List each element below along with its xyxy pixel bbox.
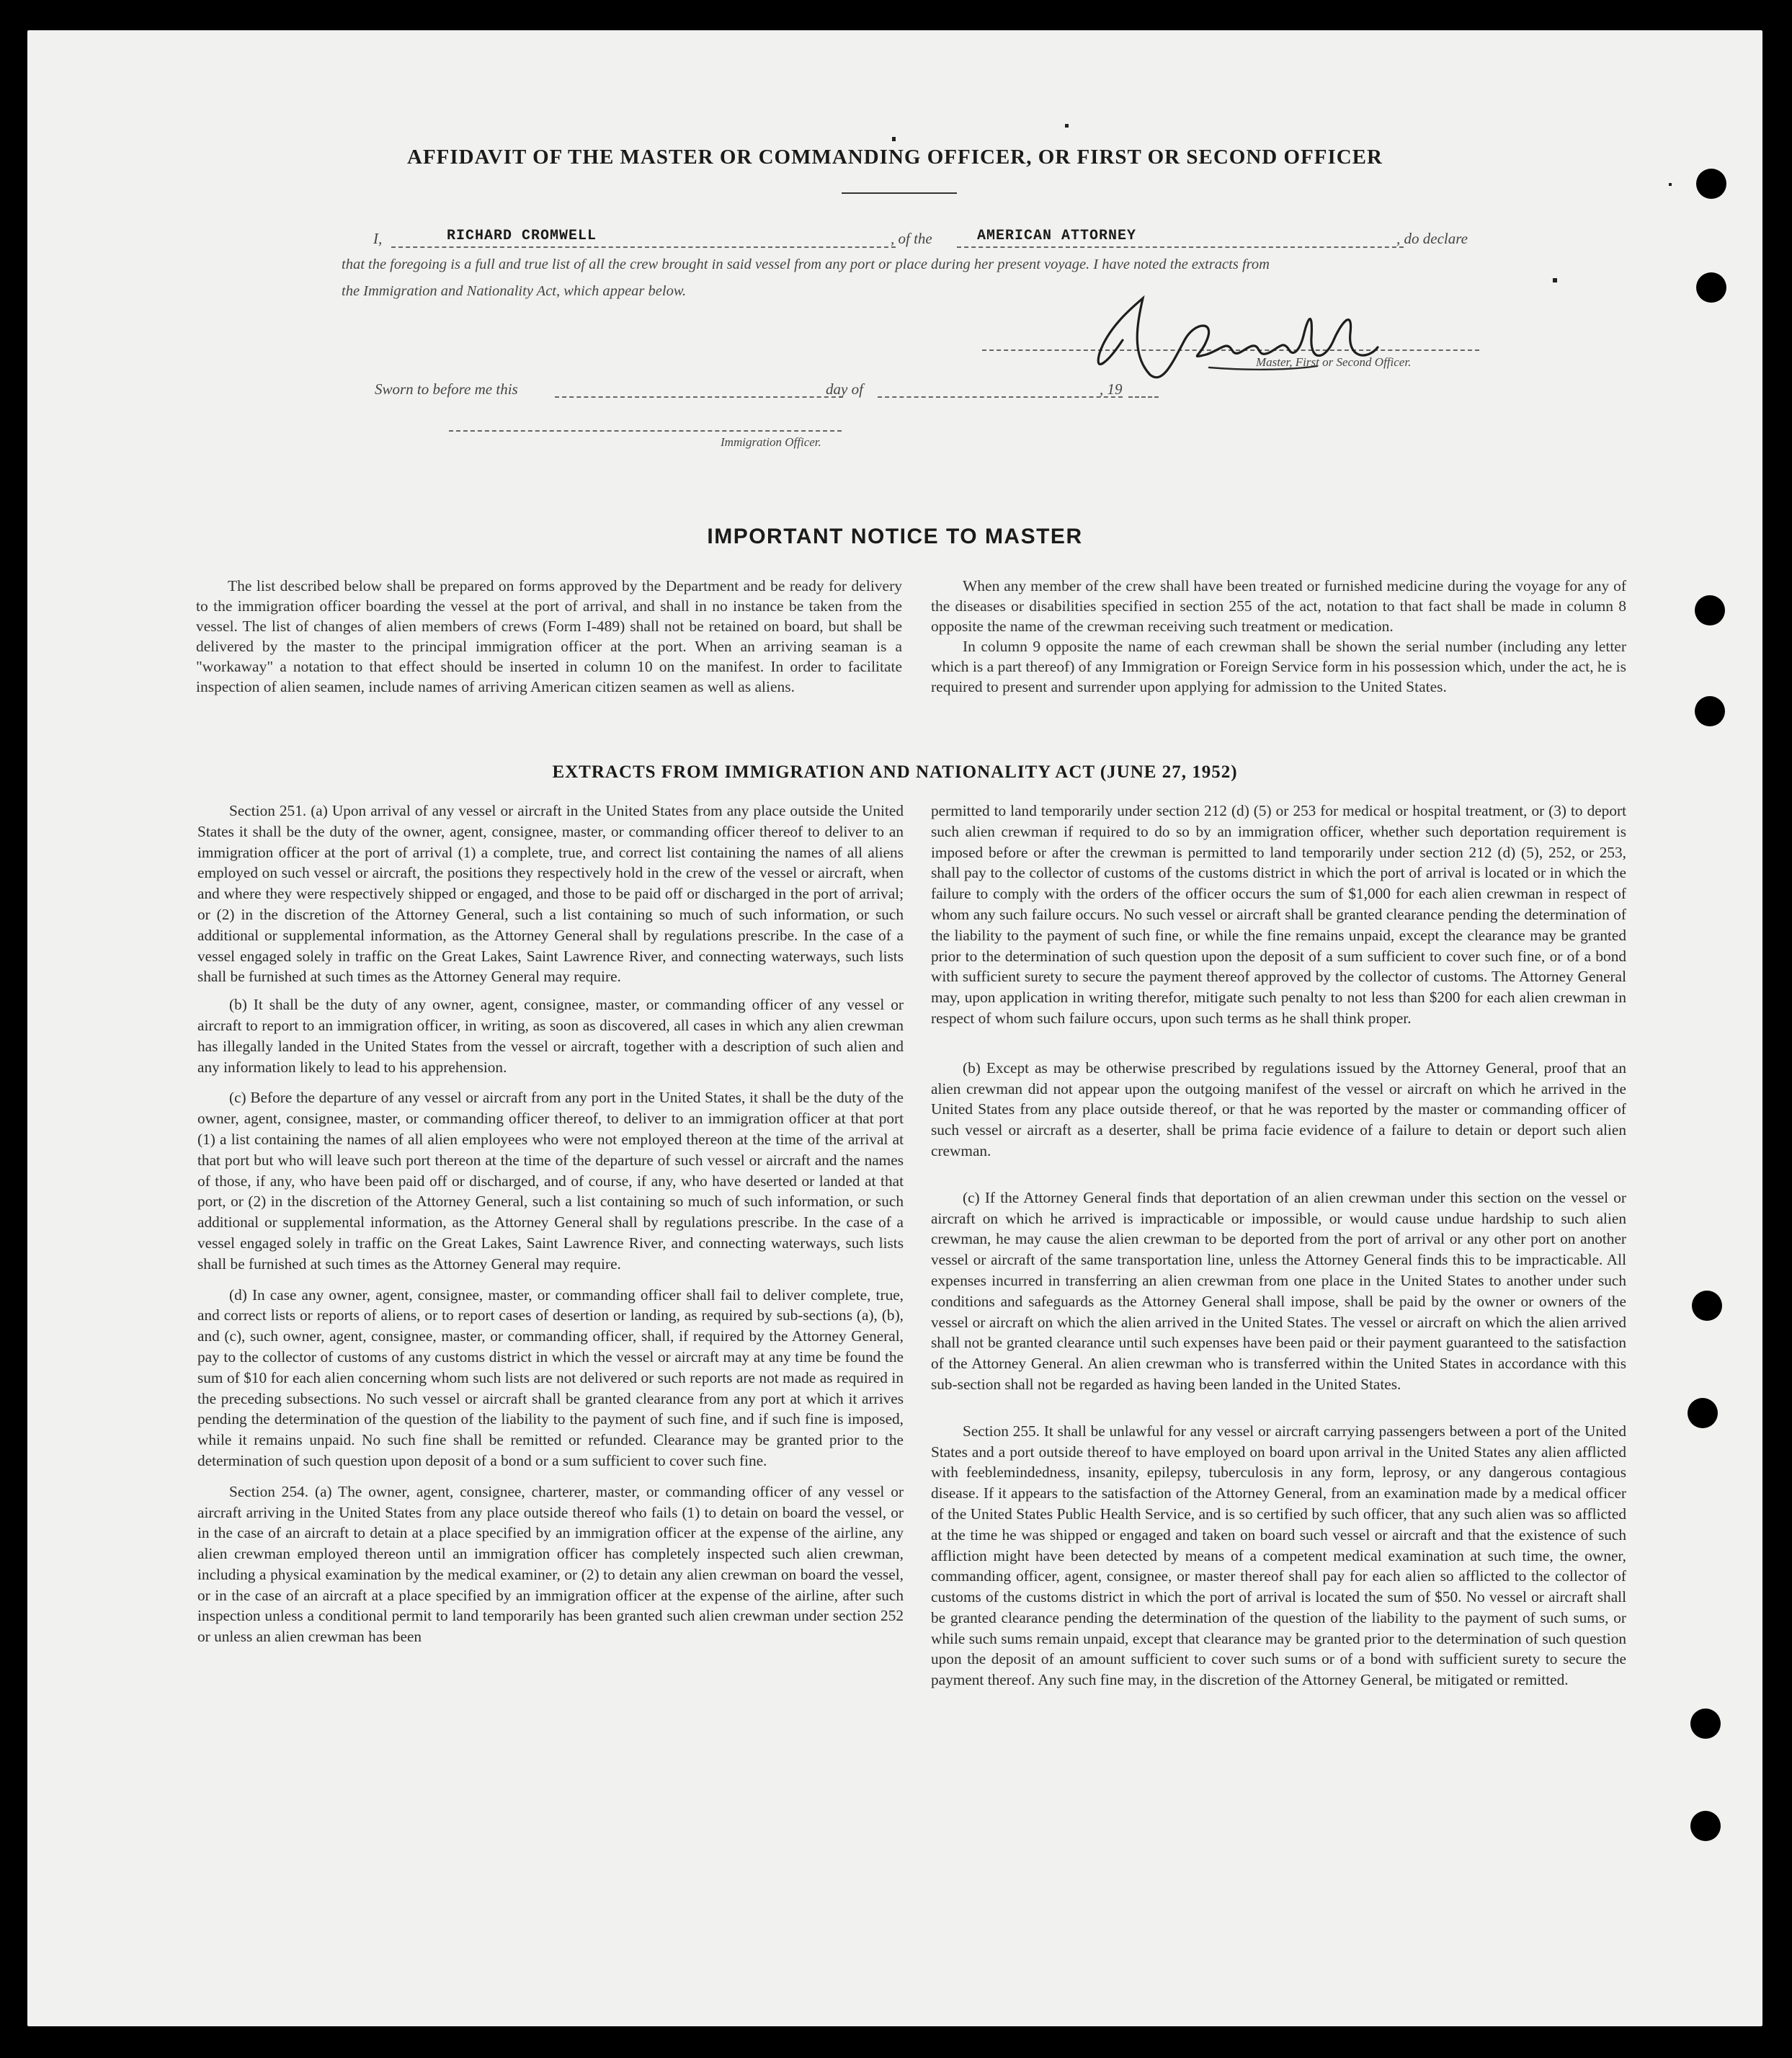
- affidavit-line-2: that the foregoing is a full and true list of all the crew brought in said vessel from any port or place during her present voyage. I have noted the extracts from: [342, 257, 1270, 272]
- section-251-d: (d) In case any owner, agent, consignee, master, or commanding officer shall fail to deliver complete, true, and correct lists or reports of aliens, or to report cases of desertion or landing, as required by sub-sections (a), (b), and (c), such owner, agent, consignee, master, or commanding officer, shall, if required by the Attorney General, pay to the collector of customs of any customs district in which the vessel or aircraft may at any time be found the sum of $10 for each alien concerning whom such lists are not delivered or such reports are not made as required in the preceding subsections. No such vessel or aircraft shall be granted clearance from any port at which it arrives pending the determination of the question of the liability to the payment of such fine, and if such fine is imposed, while it remains unpaid. No such fine shall be remitted or refunded. Clearance may be granted prior to the determination of such question upon deposit of a bond or a sum sufficient to cover such fine.: [197, 1286, 904, 1469]
- affidavit-prefix: I,: [373, 230, 383, 247]
- binder-hole: [1688, 1398, 1718, 1428]
- section-254-b: (b) Except as may be otherwise prescribed by regulations issued by the Attorney General, proof that an alien crewman did not appear upon the outgoing manifest of the vessel or aircraft on which he arrived in the United States from any place outside thereof, or that he was reported by the master or commanding officer of such vessel or aircraft as a deserter, shall be prima facie evidence of a failure to detain or deport such alien crewman.: [931, 1059, 1626, 1159]
- notice-paragraph: The list described below shall be prepared on forms approved by the Department and be ready for delivery to the immigration officer boarding the vessel at the port of arrival, and shall in no instance be taken from the vessel. The list of changes of alien members of crews (Form I-489) shall not be retained on board, but shall be delivered by the master to the principal immigration officer at the port. When an arriving seaman is a "workaway" a notation to that effect should be inserted in column 10 on the manifest. In order to facilitate inspection of alien seamen, include names of arriving American citizen seamen as well as aliens.: [196, 577, 902, 695]
- extracts-title: EXTRACTS FROM IMMIGRATION AND NATIONALITY ACT (JUNE 27, 1952): [552, 762, 1238, 782]
- do-declare-label: , do declare: [1396, 230, 1468, 247]
- notice-left-column: [196, 576, 902, 697]
- master-signature: [1079, 290, 1382, 391]
- name-blank: [391, 246, 896, 248]
- document-page: [27, 30, 1762, 2026]
- binder-hole: [1696, 169, 1726, 199]
- sworn-month-blank: [878, 396, 1123, 398]
- binder-hole: [1692, 1291, 1722, 1321]
- notice-paragraph: In column 9 opposite the name of each crewman shall be shown the serial number (including any letter which is a part thereof) of any Immigration or Foreign Service form in his possession which, under the act, he is required to present and surrender upon applying for admission to the United States.: [931, 638, 1626, 695]
- section-251-c: (c) Before the departure of any vessel or aircraft from any port in the United States, it shall be the duty of the owner, agent, consignee, master, or commanding officer thereof, to deliver to an immigration officer at that port (1) a list containing the names of all alien employees who were not employed thereon at the time of the arrival at that port but who will leave such port thereon at the time of the departure of such vessel or aircraft and the names of those, if any, who have been paid off or discharged, and of course, if any, who have deserted or landed at that port, or (2) in the discretion of the Attorney General, such a list containing so much of such information, or such additional or supplemental information, as the Attorney General shall by regulations prescribe. In the case of a vessel engaged solely in traffic on the Great Lakes, Saint Lawrence River, and connecting waterways, such lists shall be furnished at such times as the Attorney General may require.: [197, 1089, 904, 1273]
- ink-speck: [892, 137, 896, 141]
- section-254-a: Section 254. (a) The owner, agent, consignee, charterer, master, or commanding officer of any vessel or aircraft arriving in the United States from any place outside thereof who fails (1) to detain on board the vessel, or in the case of an aircraft to detain at a place specified by an immigration officer at the expense of the airline, any alien crewman employed thereon until an immigration officer has completely inspected such alien crewman, including a physical examination by the medical examiner, or (2) to detain any alien crewman on board the vessel, or in the case of an aircraft at a place specified by an immigration officer at the expense of the airline, after such inspection unless a conditional permit to land temporarily has been granted such alien crewman under section 252 or unless an alien crewman has been: [197, 1482, 904, 1646]
- of-the-label: , of the: [891, 230, 932, 247]
- year-label: , 19: [1100, 380, 1123, 398]
- binder-hole: [1695, 595, 1725, 625]
- binder-hole: [1696, 272, 1726, 303]
- sworn-year-blank: [1128, 396, 1159, 398]
- notice-paragraph: When any member of the crew shall have been treated or furnished medicine during the voyage for any of the diseases or disabilities specified in section 255 of the act, notation to that fact shall be made in column 8 opposite the name of the crewman receiving such treatment or medication.: [931, 577, 1626, 635]
- section-255: Section 255. It shall be unlawful for any vessel or aircraft carrying passengers between a port of the United States and a port outside thereof to have employed on board upon arrival in the United States any alien afflicted with feeblemindedness, insanity, epilepsy, tuberculosis in any form, leprosy, or any dangerous contagious disease. If it appears to the satisfaction of the Attorney General, from an examination made by a medical officer of the United States Public Health Service, and is so certified by such officer, that any such alien was so afflicted at the time he was shipped or engaged and taken on board such vessel or aircraft and that the existence of such affliction might have been detected by means of a competent medical examination at such time, the owner, commanding officer, agent, consignee, or master thereof shall pay for each alien so afflicted to the collector of customs of the customs district in which the port of arrival is located the sum of $50. No vessel or aircraft shall be granted clearance pending the determination of the question of the liability to the payment of such sums, or while such sums remain unpaid, except that clearance may be granted prior to the determination of such question upon the deposit of an amount sufficient to cover such sums or of a bond with sufficient surety to secure the payment thereof. Any such fine may, in the discretion of the Attorney General, be mitigated or remitted.: [931, 1422, 1626, 1689]
- ink-speck: [1669, 183, 1672, 186]
- title-underline: [842, 192, 957, 194]
- organization-blank: [957, 246, 1404, 248]
- officer-signature-line: [449, 430, 842, 432]
- sworn-label: Sworn to before me this: [375, 380, 518, 398]
- affidavit-title: AFFIDAVIT OF THE MASTER OR COMMANDING OFFICER, OR FIRST OR SECOND OFFICER: [407, 146, 1383, 169]
- section-254-c: (c) If the Attorney General finds that deportation of an alien crewman under this section on the vessel or aircraft on which he arrived is impracticable or impossible, or would cause undue hardship to such alien crewman, he may cause the alien crewman to be deported from the port of arrival or any other port on another vessel or aircraft of the same transportation line, unless the Attorney General finds this to be impracticable. All expenses incurred in transferring an alien crewman from one place in the United States to another under such conditions and safeguards as the Attorney General shall impose, shall be paid by the owner or owners of the vessel or aircraft on which the alien arrived in the United States. The vessel or aircraft on which the alien arrived shall not be granted clearance until such expenses have been paid or their payment guaranteed to the satisfaction of the Attorney General. An alien crewman who is transferred within the United States in accordance with this sub-section shall not be regarded as having been landed in the United States.: [931, 1188, 1626, 1393]
- organization-name: AMERICAN ATTORNEY: [977, 228, 1137, 244]
- section-251-b: (b) It shall be the duty of any owner, agent, consignee, master, or commanding officer of any vessel or aircraft to report to an immigration officer, in writing, as soon as discovered, all cases in which any alien crewman has illegally landed in the United States from the vessel or aircraft, together with a description of such alien and any information likely to lead to his apprehension.: [197, 996, 904, 1076]
- ink-speck: [1065, 124, 1069, 128]
- extracts-right-column: [931, 801, 1626, 1690]
- binder-hole: [1695, 696, 1725, 726]
- affidavit-line-3: the Immigration and Nationality Act, which appear below.: [342, 283, 687, 299]
- notice-right-column: [931, 576, 1626, 697]
- extracts-left-column: [197, 801, 904, 1647]
- binder-hole: [1690, 1811, 1721, 1841]
- sworn-day-blank: [555, 396, 843, 398]
- section-251-a: Section 251. (a) Upon arrival of any vessel or aircraft in the United States from any place outside the United States it shall be the duty of the owner, agent, consignee, master, or commanding officer thereof to deliver to an immigration officer at the port of arrival (1) a complete, true, and correct list containing the names of all aliens employed on such vessel or aircraft, the positions they respectively hold in the crew of the vessel or aircraft, when and where they were respectively shipped or engaged, and those to be paid off or discharged in the port of arrival; or (2) in the discretion of the Attorney General, such a list containing so much of such information, or such additional or supplemental information, as the Attorney General shall by regulations prescribe. In the case of a vessel engaged solely in traffic on the Great Lakes, Saint Lawrence River, and connecting waterways, such lists shall be furnished at such times as the Attorney General may require.: [197, 802, 904, 986]
- signature-caption: Master, First or Second Officer.: [1256, 355, 1412, 369]
- binder-hole: [1690, 1709, 1721, 1739]
- notice-title: IMPORTANT NOTICE TO MASTER: [707, 525, 1083, 548]
- ink-speck: [1553, 278, 1557, 282]
- day-of-label: day of: [826, 380, 863, 398]
- master-name: RICHARD CROMWELL: [447, 228, 597, 244]
- officer-caption: Immigration Officer.: [721, 435, 821, 449]
- section-254-a-continued: permitted to land temporarily under section 212 (d) (5) or 253 for medical or hospital treatment, or (3) to deport such alien crewman if required to do so by an immigration officer, whether such deportation requirement is imposed before or after the crewman is permitted to land temporarily under section 212 (d) (5), 252, or 253, shall pay to the collector of customs of the customs district in which the port of arrival is located or in which the failure to comply with the orders of the officer occurs the sum of $1,000 for each alien crewman in respect of whom any such failure occurs. No such vessel or aircraft shall be granted clearance pending the determination of the liability to the payment of such fine, or while the fine remains unpaid, except the clearance may be granted prior to the determination of such question upon the deposit of a sum sufficient to cover such fine, or of a bond with sufficient surety to secure the payment thereof approved by the collector of customs. The Attorney General may, upon application in writing therefor, mitigate such penalty to not less than $200 for each alien crewman in respect of whom such failure occurs, upon such terms as he shall think proper.: [931, 802, 1626, 1027]
